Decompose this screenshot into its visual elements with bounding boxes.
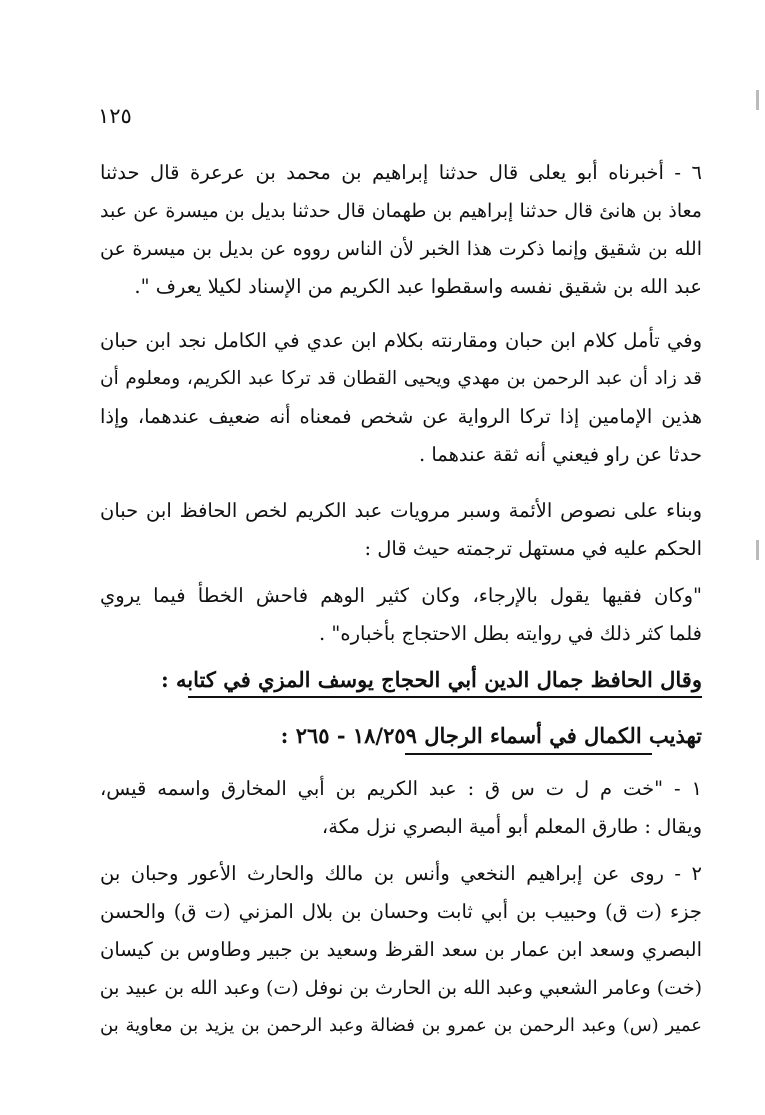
entry-paragraph-1 <box>100 770 702 846</box>
book-title-heading <box>100 716 702 756</box>
text-line: فلما كثر ذلك في روايته بطل الاحتجاج بأخباره" . <box>319 622 702 645</box>
text-line: ٦ - أخبرناه أبو يعلى قال حدثنا إبراهيم بن محمد بن عرعرة قال حدثنا <box>100 161 702 184</box>
text-line: وفي تأمل كلام ابن حبان ومقارنته بكلام ابن عدي في الكامل نجد ابن حبان <box>100 329 702 352</box>
text-line: حدثا عن راو فيعني أنه ثقة عندهما . <box>418 443 702 466</box>
scan-edge-mark <box>756 540 759 560</box>
entry-paragraph-2 <box>100 855 702 1045</box>
heading-underline <box>188 696 702 698</box>
paragraph-3 <box>100 492 702 568</box>
section-heading <box>100 660 702 700</box>
text-line: ٢ - روى عن إبراهيم النخعي وأنس بن مالك والحارث الأعور وحبان بن <box>100 862 702 885</box>
text-line: وبناء على نصوص الأئمة وسبر مرويات عبد الكريم لخص الحافظ ابن حبان <box>100 499 702 522</box>
page-number: ١٢٥ <box>98 104 132 128</box>
text-line: "وكان فقيها يقول بالإرجاء، وكان كثير الوهم فاحش الخطأ فيما يروي <box>100 584 702 607</box>
text-line: معاذ بن هانئ قال حدثنا إبراهيم بن طهمان قال حدثنا بديل بن ميسرة عن عبد <box>100 200 702 222</box>
title-underline <box>405 753 652 755</box>
text-line: عبد الله بن شقيق نفسه واسقطوا عبد الكريم من الإسناد لكيلا يعرف ". <box>134 275 702 298</box>
text-line: هذين الإمامين إذا تركا الرواية عن شخص فمعناه أنه ضعيف عندهما، وإذا <box>100 405 702 428</box>
heading-line: تهذيب الكمال في أسماء الرجال ١٨/٢٥٩ - ٢٦٥ : <box>280 723 702 748</box>
text-line: الحكم عليه في مستهل ترجمته حيث قال : <box>364 537 702 560</box>
text-line: عمير (س) وعبد الرحمن بن عمرو بن فضالة وعبد الرحمن بن يزيد بن معاوية بن <box>100 1015 702 1036</box>
text-line: البصري وسعد ابن عمار بن سعد القرظ وسعيد بن جبير وطاوس بن كيسان <box>100 938 702 961</box>
text-line: جزء (ت ق) وحبيب بن أبي ثابت وحسان بن بلال المزني (ت ق) والحسن <box>100 900 702 923</box>
text-line: ويقال : طارق المعلم أبو أمية البصري نزل مكة، <box>321 815 702 838</box>
quote-paragraph <box>100 577 702 653</box>
scan-edge-mark <box>756 90 759 110</box>
paragraph-1 <box>100 154 702 306</box>
paragraph-2 <box>100 322 702 474</box>
text-line: ١ - "خت م ل ت س ق : عبد الكريم بن أبي المخارق واسمه قيس، <box>100 777 702 800</box>
heading-line: وقال الحافظ جمال الدين أبي الحجاج يوسف المزي في كتابه : <box>160 667 702 692</box>
text-line: (خت) وعامر الشعبي وعبد الله بن الحارث بن نوفل (ت) وعبد الله بن عبيد بن <box>100 977 702 999</box>
text-line: الله بن شقيق وإنما ذكرت هذا الخبر لأن الناس رووه عن بديل بن ميسرة عن <box>100 238 702 260</box>
text-line: قد زاد أن عبد الرحمن بن مهدي ويحيى القطان قد تركا عبد الكريم، ومعلوم أن <box>100 368 702 389</box>
